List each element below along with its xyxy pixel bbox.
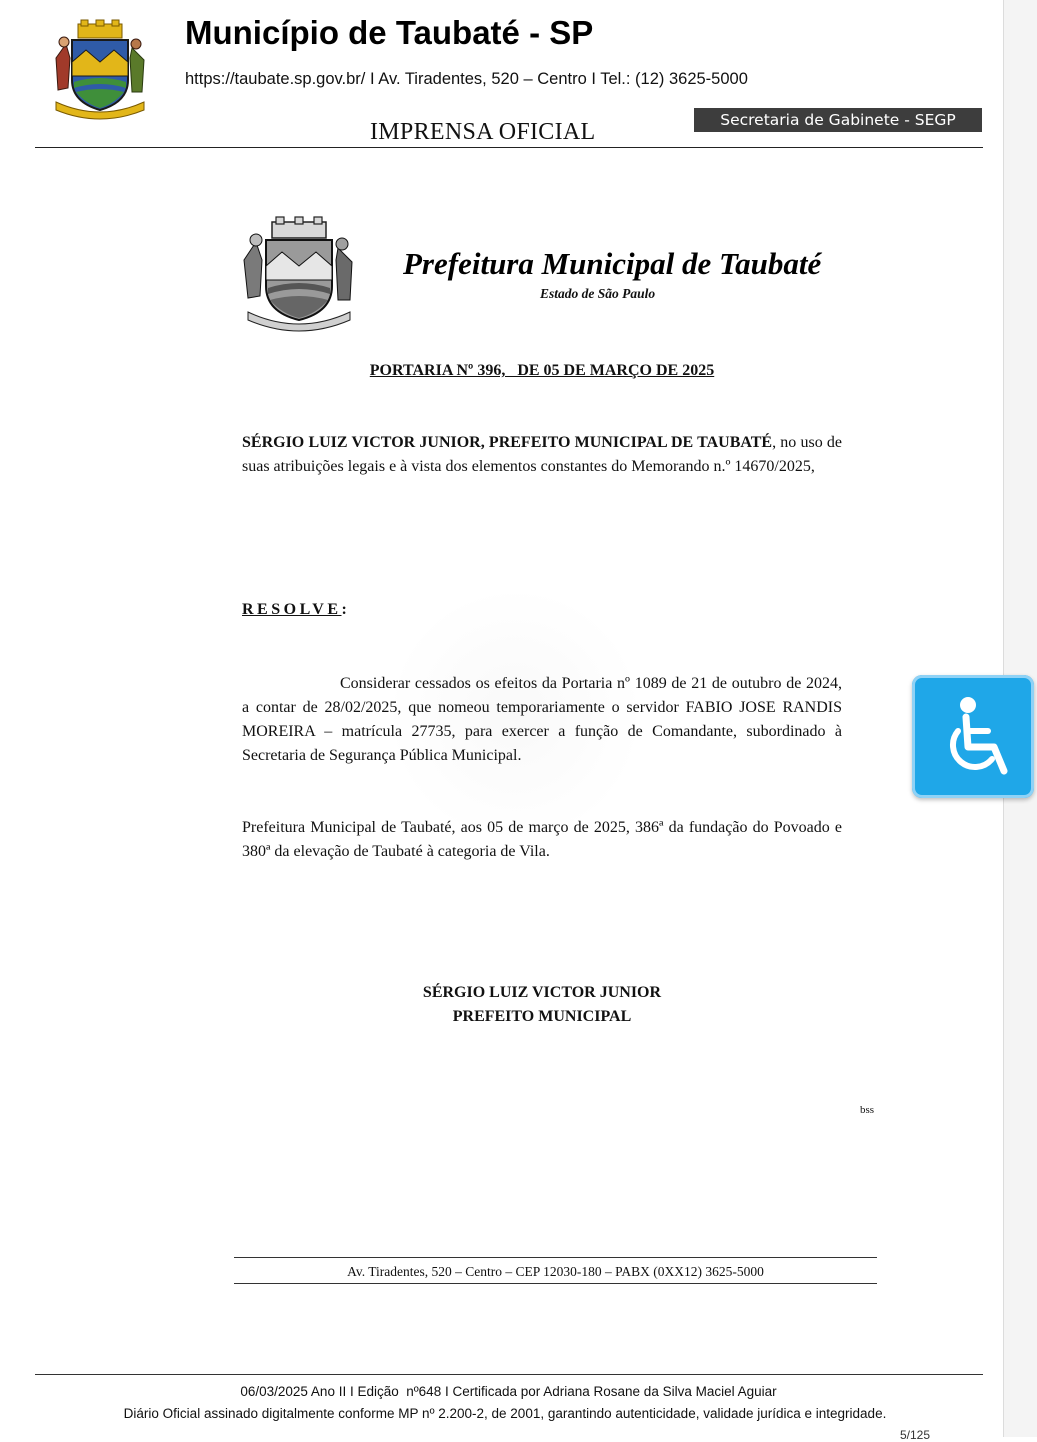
municipality-contact: https://taubate.sp.gov.br/ I Av. Tiradentes, 520 – Centro I Tel.: (12) 3625-5000: [185, 70, 748, 88]
signature-title: PREFEITO MUNICIPAL: [452, 1008, 632, 1025]
portaria-title: PORTARIA Nº 396, DE 05 DE MARÇO DE 2025: [369, 362, 715, 379]
resolve-colon: :: [341, 601, 347, 618]
typist-initials: bss: [860, 1104, 875, 1116]
footer-divider: [35, 1374, 983, 1375]
footer-signature-note: Diário Oficial assinado digitalmente conforme MP nº 2.200-2, de 2001, garantindo autenticidade, validade jurídica e integridade.: [123, 1406, 887, 1421]
intro-paragraph: [242, 431, 842, 479]
resolve-heading: [242, 601, 347, 619]
section-title: IMPRENSA OFICIAL: [370, 119, 596, 145]
accessibility-button[interactable]: [912, 675, 1034, 798]
resolve-word: RESOLVE: [242, 601, 342, 618]
prefeitura-state: Estado de São Paulo: [540, 286, 656, 301]
header-divider: [35, 147, 983, 148]
department-badge: Secretaria de Gabinete - SEGP: [694, 108, 982, 132]
municipality-title: Município de Taubaté - SP: [185, 14, 594, 51]
municipal-crest-icon: [48, 18, 152, 124]
document-address: Av. Tiradentes, 520 – Centro – CEP 12030-180 – PABX (0XX12) 3625-5000: [347, 1264, 764, 1279]
footer-edition-info: 06/03/2025 Ano II I Edição nº648 I Certificada por Adriana Rosane da Silva Maciel Aguiar: [240, 1384, 777, 1399]
intro-text: , no uso de suas atribuições legais e à vista dos elementos constantes do Memorando n.º 14670/2025,: [242, 434, 842, 475]
prefeitura-crest-icon: [238, 214, 360, 338]
document-footer-rule-top: [234, 1257, 877, 1258]
document-footer-rule-bottom: [234, 1283, 877, 1284]
signature-name: SÉRGIO LUIZ VICTOR JUNIOR: [422, 984, 662, 1001]
prefeitura-title: Prefeitura Municipal de Taubaté: [403, 246, 822, 281]
body-paragraph: Considerar cessados os efeitos da Portaria nº 1089 de 21 de outubro de 2024, a contar de 28/02/2025, que nomeou temporariamente o servidor FABIO JOSE RANDIS MOREIRA – matrícula 27735, para exercer a função de Comandante, subordinado à Secretaria de Segurança Pública Municipal.: [242, 675, 842, 764]
intro-mayor-name: SÉRGIO LUIZ VICTOR JUNIOR, PREFEITO MUNICIPAL DE TAUBATÉ: [242, 434, 773, 451]
page-number: 5/125: [900, 1428, 931, 1442]
closing-paragraph: Prefeitura Municipal de Taubaté, aos 05 de março de 2025, 386ª da fundação do Povoado e 380ª da elevação de Taubaté à categoria de Vila.: [242, 819, 842, 860]
